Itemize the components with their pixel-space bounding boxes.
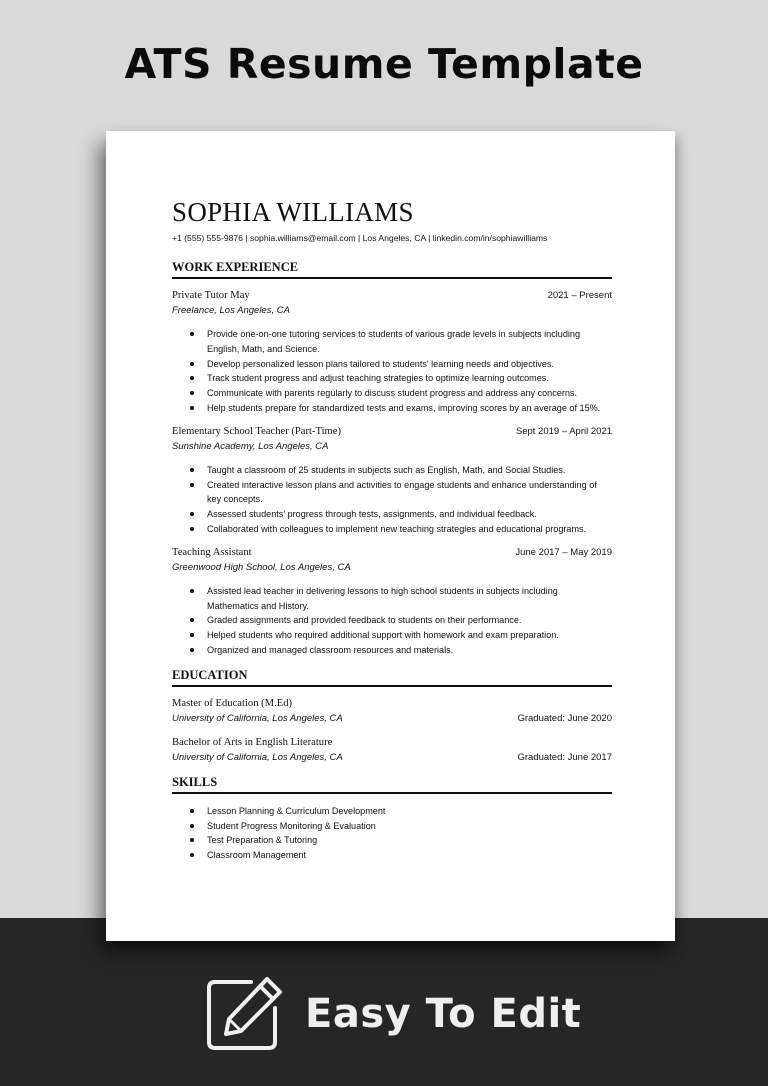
bullet-item: Organized and managed classroom resources and materials. (190, 643, 612, 658)
resume-page (106, 131, 675, 941)
graduation-date: Graduated: June 2017 (517, 751, 612, 763)
job-bullets (190, 463, 612, 537)
job-header (172, 546, 612, 560)
graduation-date: Graduated: June 2020 (517, 712, 612, 724)
bullet-continuation: Mathematics and History. (207, 600, 309, 611)
skills-heading: SKILLS (172, 775, 612, 794)
promo-title: ATS Resume Template (124, 40, 644, 88)
bullet-item: Assessed students' progress through tests, assignments, and individual feedback. (190, 507, 612, 522)
edit-pencil-icon (207, 976, 283, 1052)
degree-title: Bachelor of Arts in English Literature (172, 736, 333, 748)
bullet-item: Communicate with parents regularly to discuss student progress and address any concerns. (190, 386, 612, 401)
job-title: Teaching Assistant (172, 546, 252, 558)
skill-item: Test Preparation & Tutoring (190, 833, 612, 848)
skill-item: Student Progress Monitoring & Evaluation (190, 819, 612, 834)
education-detail-row (172, 750, 612, 765)
job-bullets (190, 327, 612, 416)
bullet-item: Created interactive lesson plans and activities to engage students and enhance understanding of (190, 478, 612, 493)
skill-item: Classroom Management (190, 848, 612, 863)
job-bullets (190, 584, 612, 658)
easy-to-edit-text: Easy To Edit (305, 991, 582, 1037)
job-title: Elementary School Teacher (Part-Time) (172, 425, 342, 437)
resume-content (172, 197, 612, 863)
education-heading: EDUCATION (172, 668, 612, 687)
skills-list (190, 804, 612, 863)
resume-name: SOPHIA WILLIAMS (172, 197, 414, 227)
school-name: University of California, Los Angeles, CA (172, 751, 343, 763)
job-dates: June 2017 – May 2019 (515, 546, 612, 558)
job-organization: Freelance, Los Angeles, CA (172, 305, 290, 316)
bullet-continuation: English, Math, and Science. (207, 343, 320, 354)
easy-to-edit-banner (207, 977, 581, 1051)
bullet-item: Develop personalized lesson plans tailored to students' learning needs and objectives. (190, 357, 612, 372)
job-organization: Greenwood High School, Los Angeles, CA (172, 561, 351, 573)
bullet-item: Helped students who required additional support with homework and exam preparation. (190, 628, 612, 643)
education-entry (172, 736, 612, 765)
job-header (172, 289, 612, 303)
bullet-continuation: key concepts. (207, 494, 263, 505)
school-name: University of California, Los Angeles, CA (172, 712, 343, 724)
degree-title: Master of Education (M.Ed) (172, 697, 293, 709)
job-entry (172, 546, 612, 658)
bullet-item: Graded assignments and provided feedback to students on their performance. (190, 613, 612, 628)
work-experience-heading: WORK EXPERIENCE (172, 260, 612, 279)
education-entry (172, 697, 612, 726)
job-entry (172, 425, 612, 537)
job-header (172, 425, 612, 439)
job-title: Private Tutor May (172, 290, 250, 301)
skill-item: Lesson Planning & Curriculum Development (190, 804, 612, 819)
bullet-item: Collaborated with colleagues to implement new teaching strategies and educational programs. (190, 522, 612, 537)
job-entry (172, 289, 612, 416)
job-organization: Sunshine Academy, Los Angeles, CA (172, 440, 329, 452)
education-detail-row (172, 711, 612, 726)
bullet-item: Assisted lead teacher in delivering lessons to high school students in subjects including (190, 584, 612, 599)
bullet-item: Help students prepare for standardized tests and exams, improving scores by an average of 15%. (190, 401, 612, 416)
job-dates: Sept 2019 – April 2021 (515, 425, 612, 437)
bullet-item: Provide one-on-one tutoring services to students of various grade levels in subjects including (190, 327, 612, 342)
bullet-item: Track student progress and adjust teaching strategies to optimize learning outcomes. (190, 371, 612, 386)
bullet-item: Taught a classroom of 25 students in subjects such as English, Math, and Social Studies. (190, 463, 612, 478)
job-dates: 2021 – Present (547, 290, 612, 301)
contact-line: +1 (555) 555-9876 | sophia.williams@email.com | Los Angeles, CA | linkedin.com/in/sophiawilliams (172, 233, 548, 243)
